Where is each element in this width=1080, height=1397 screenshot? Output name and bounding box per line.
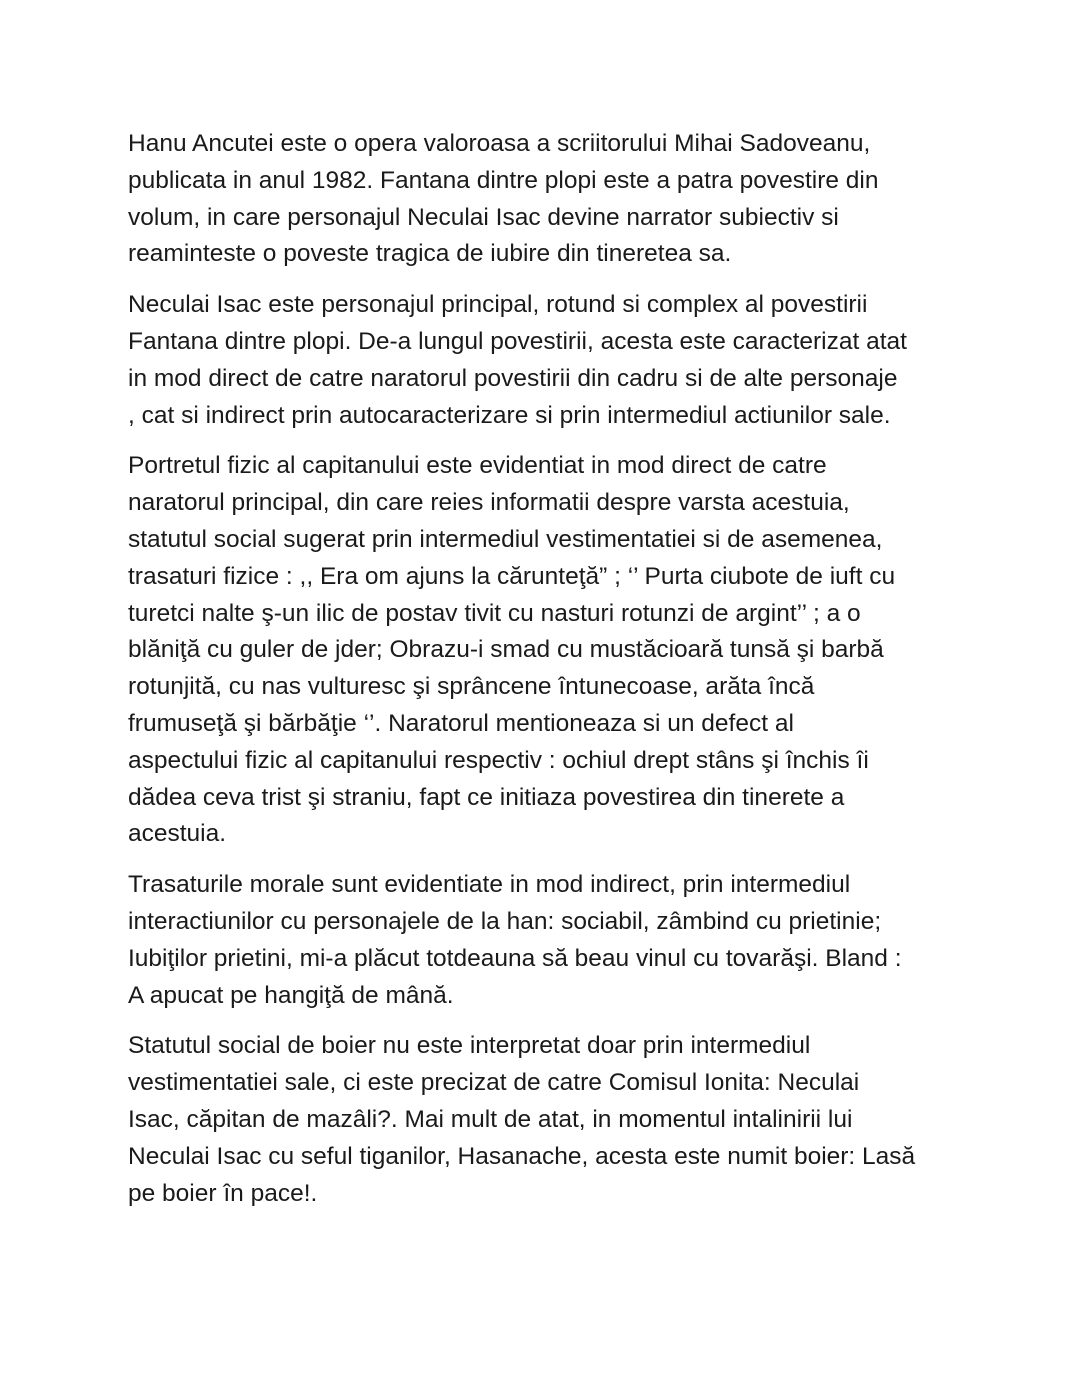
- text-line: Statutul social de boier nu este interpretat doar prin intermediul: [128, 1032, 811, 1060]
- text-line: trasaturi fizice : ,, Era om ajuns la cărunteţă” ; ‘’ Purta ciubote de iuft cu: [128, 562, 896, 590]
- paragraph-character: [128, 287, 988, 434]
- text-line: frumuseţă şi bărbăţie ‘’. Naratorul mentioneaza si un defect al: [128, 709, 794, 737]
- text-line: Isac, căpitan de mazâli?. Mai mult de atat, in momentul intalinirii lui: [128, 1105, 853, 1133]
- text-line: vestimentatiei sale, ci este precizat de catre Comisul Ionita: Neculai: [128, 1069, 860, 1097]
- text-line: volum, in care personajul Neculai Isac devine narrator subiectiv si: [128, 203, 839, 231]
- text-line: Portretul fizic al capitanului este evidentiat in mod direct de catre: [128, 452, 827, 480]
- text-line: , cat si indirect prin autocaracterizare si prin intermediul actiunilor sale.: [128, 401, 891, 429]
- text-line: publicata in anul 1982. Fantana dintre plopi este a patra povestire din: [128, 166, 879, 194]
- document-body: [128, 126, 988, 1226]
- text-line: A apucat pe hangiţă de mână.: [128, 981, 454, 1009]
- paragraph-portrait: [128, 448, 988, 853]
- text-line: acestuia.: [128, 820, 227, 848]
- text-line: Trasaturile morale sunt evidentiate in mod indirect, prin intermediul: [128, 871, 851, 899]
- text-line: Hanu Ancutei este o opera valoroasa a scriitorului Mihai Sadoveanu,: [128, 130, 871, 157]
- text-line: in mod direct de catre naratorul povestirii din cadru si de alte personaje: [128, 364, 898, 392]
- text-line: Iubiţilor prietini, mi-a plăcut totdeauna să beau vinul cu tovarăşi. Bland :: [128, 944, 902, 972]
- text-line: reaminteste o poveste tragica de iubire din tineretea sa.: [128, 240, 732, 268]
- text-line: pe boier în pace!.: [128, 1179, 318, 1207]
- paragraph-moral-traits: [128, 867, 988, 1014]
- text-line: statutul social sugerat prin intermediul vestimentatiei si de asemenea,: [128, 525, 883, 553]
- text-line: rotunjită, cu nas vulturesc şi sprâncene întunecoase, arăta încă: [128, 673, 815, 701]
- text-line: interactiunilor cu personajele de la han: sociabil, zâmbind cu prietinie;: [128, 907, 882, 935]
- text-line: Neculai Isac este personajul principal, rotund si complex al povestirii: [128, 291, 868, 319]
- text-line: Fantana dintre plopi. De-a lungul povestirii, acesta este caracterizat atat: [128, 327, 907, 355]
- text-line: blăniţă cu guler de jder; Obrazu-i smad cu mustăcioară tunsă şi barbă: [128, 636, 884, 664]
- text-line: naratorul principal, din care reies informatii despre varsta acestuia,: [128, 489, 850, 517]
- text-line: dădea ceva trist şi straniu, fapt ce initiaza povestirea din tinerete a: [128, 783, 845, 811]
- text-line: turetci nalte ş-un ilic de postav tivit cu nasturi rotunzi de argint’’ ; a o: [128, 599, 861, 627]
- text-line: aspectului fizic al capitanului respectiv : ochiul drept stâns şi închis îi: [128, 746, 869, 774]
- paragraph-social-status: [128, 1028, 988, 1212]
- paragraph-intro: [128, 126, 988, 273]
- text-line: Neculai Isac cu seful tiganilor, Hasanache, acesta este numit boier: Lasă: [128, 1142, 916, 1170]
